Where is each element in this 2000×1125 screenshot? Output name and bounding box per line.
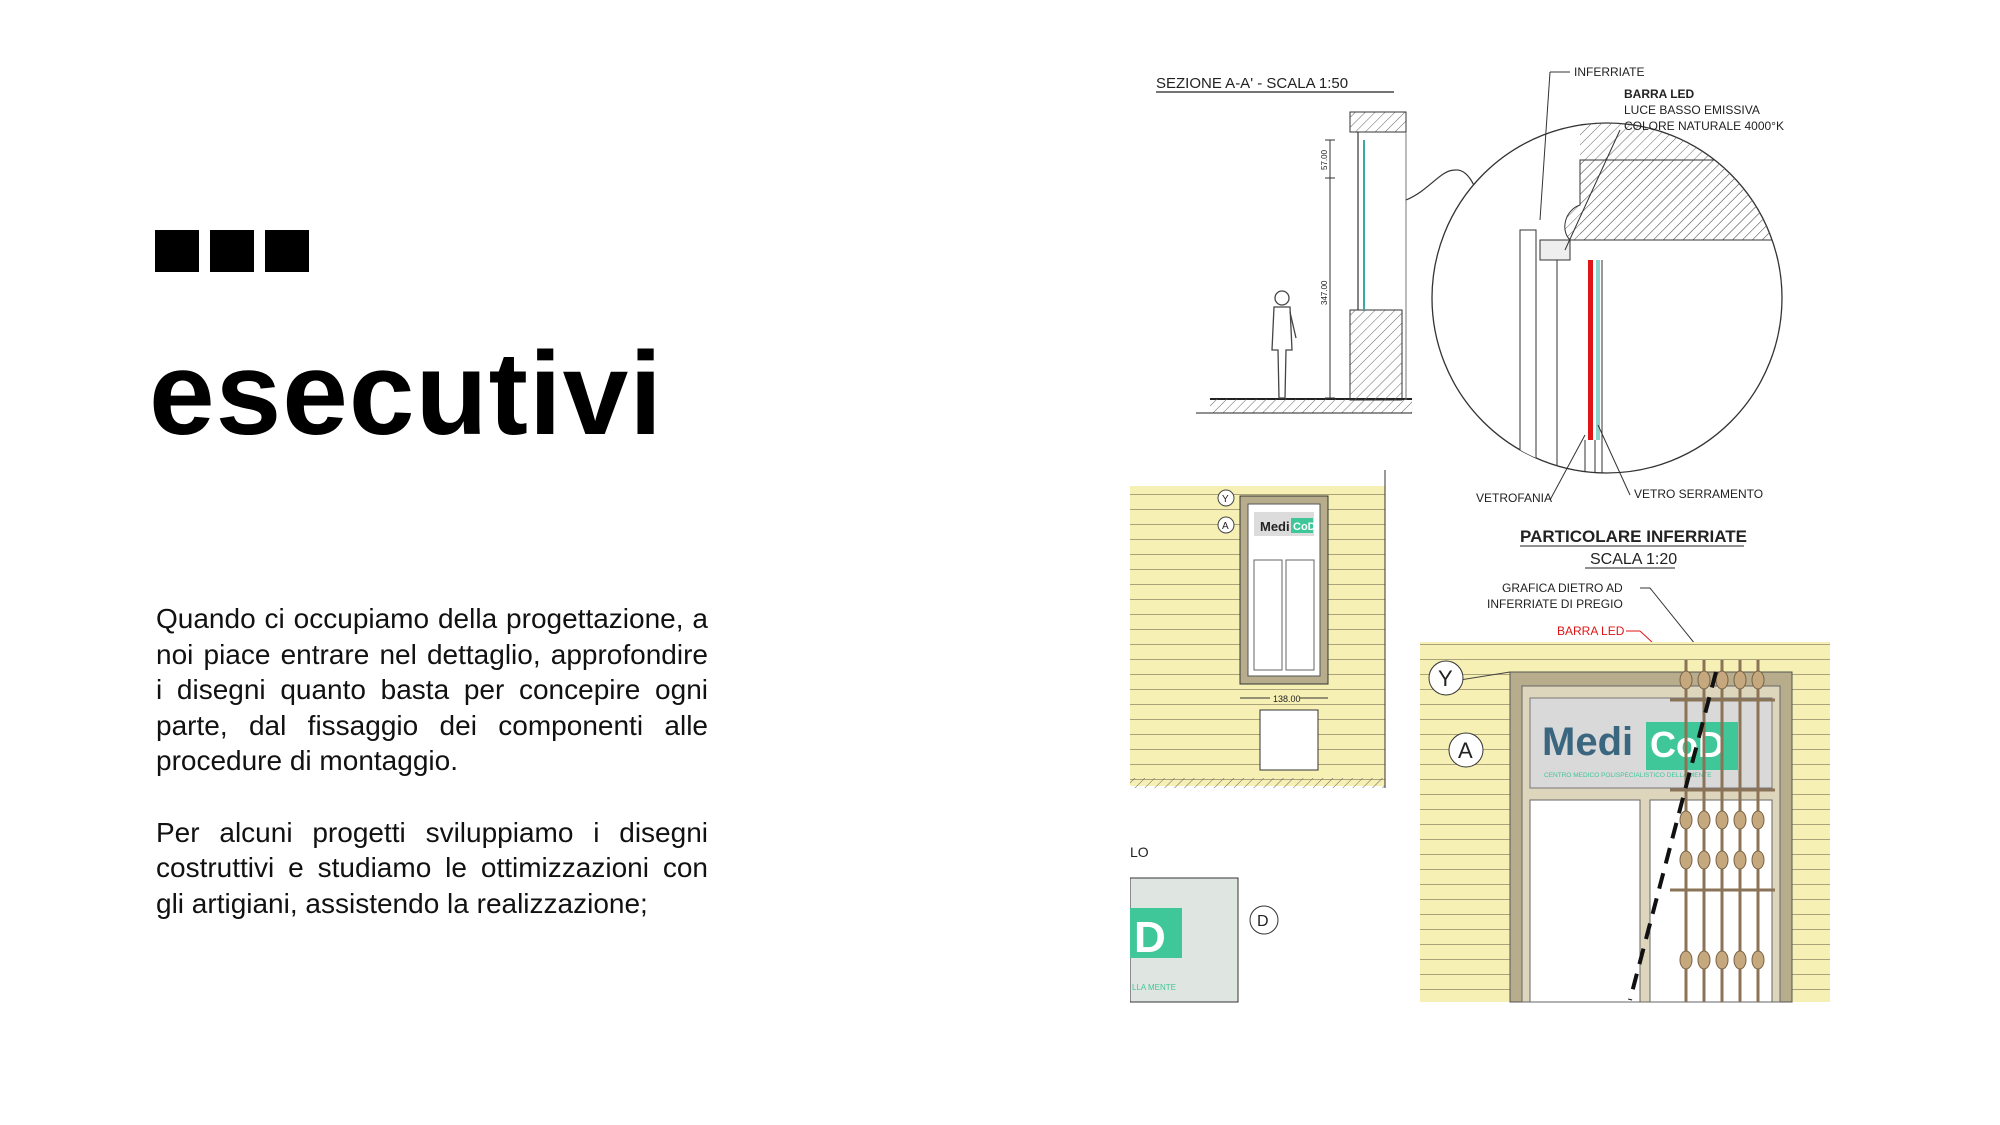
grille-detail — [1420, 527, 1830, 1002]
paragraph-2: Per alcuni progetti sviluppiamo i disegni costruttivi e studiamo le ottimizzazioni con gli artigiani, assistendo la realizzazione; — [156, 816, 708, 919]
square-1 — [155, 230, 199, 272]
facade-elevation — [1130, 470, 1385, 788]
drawings-svg — [1130, 60, 1850, 1020]
dim-mid: 347.00 — [1320, 280, 1329, 305]
facade-logo-medi: Medi — [1260, 519, 1290, 534]
label-colore: COLORE NATURALE 4000°K — [1624, 119, 1784, 133]
facade-logo-cod: CoD — [1293, 521, 1316, 533]
section-title: SEZIONE A-A' - SCALA 1:50 — [1156, 75, 1349, 92]
detail-scale: SCALA 1:20 — [1590, 551, 1678, 568]
detail-logo-cod: CoD — [1650, 724, 1724, 765]
led-detail — [1432, 65, 1840, 505]
label-barra-led: BARRA LED — [1624, 87, 1695, 101]
label-luce: LUCE BASSO EMISSIVA — [1624, 103, 1760, 117]
human-figure-icon — [1272, 291, 1296, 398]
square-3 — [265, 230, 309, 272]
frag-mente: LLA MENTE — [1132, 983, 1177, 992]
detail-logo-subtitle: CENTRO MEDICO POLISPECIALISTICO DELLA MENTE — [1544, 772, 1712, 779]
detail-title: PARTICOLARE INFERRIATE — [1520, 527, 1747, 546]
label-vetrofania: VETROFANIA — [1476, 491, 1553, 505]
detail-marker-y: Y — [1438, 666, 1453, 691]
label-grafica-2: INFERRIATE DI PREGIO — [1487, 597, 1623, 611]
decorative-squares — [155, 230, 309, 272]
page-title: esecutivi — [149, 328, 664, 460]
facade-marker-a: A — [1222, 521, 1229, 532]
label-grafica-1: GRAFICA DIETRO AD — [1502, 581, 1623, 595]
paragraph-1: Quando ci occupiamo della progettazione, a noi piace entrare nel dettaglio, approfondire i disegni quanto basta per concepire ogni parte, dal fissaggio dei componenti alle procedure di montaggio. — [156, 603, 708, 776]
marker-d: D — [1257, 913, 1269, 930]
label-vetro: VETRO SERRAMENTO — [1634, 487, 1764, 501]
technical-drawings — [1130, 60, 1850, 1020]
detail-marker-a: A — [1458, 738, 1473, 763]
facade-marker-y: Y — [1222, 494, 1229, 505]
square-2 — [210, 230, 254, 272]
body-text — [156, 601, 708, 957]
label-inferriate: INFERRIATE — [1574, 65, 1645, 79]
frag-logo-d: D — [1134, 913, 1166, 962]
frag-lo: LO — [1130, 844, 1149, 860]
facade-dim-width: 138.00 — [1273, 694, 1301, 704]
dim-top: 57.00 — [1320, 149, 1329, 170]
label-barra-led-red: BARRA LED — [1557, 624, 1625, 638]
sign-fragment — [1130, 844, 1278, 1002]
detail-logo-medi: Medi — [1542, 720, 1634, 764]
